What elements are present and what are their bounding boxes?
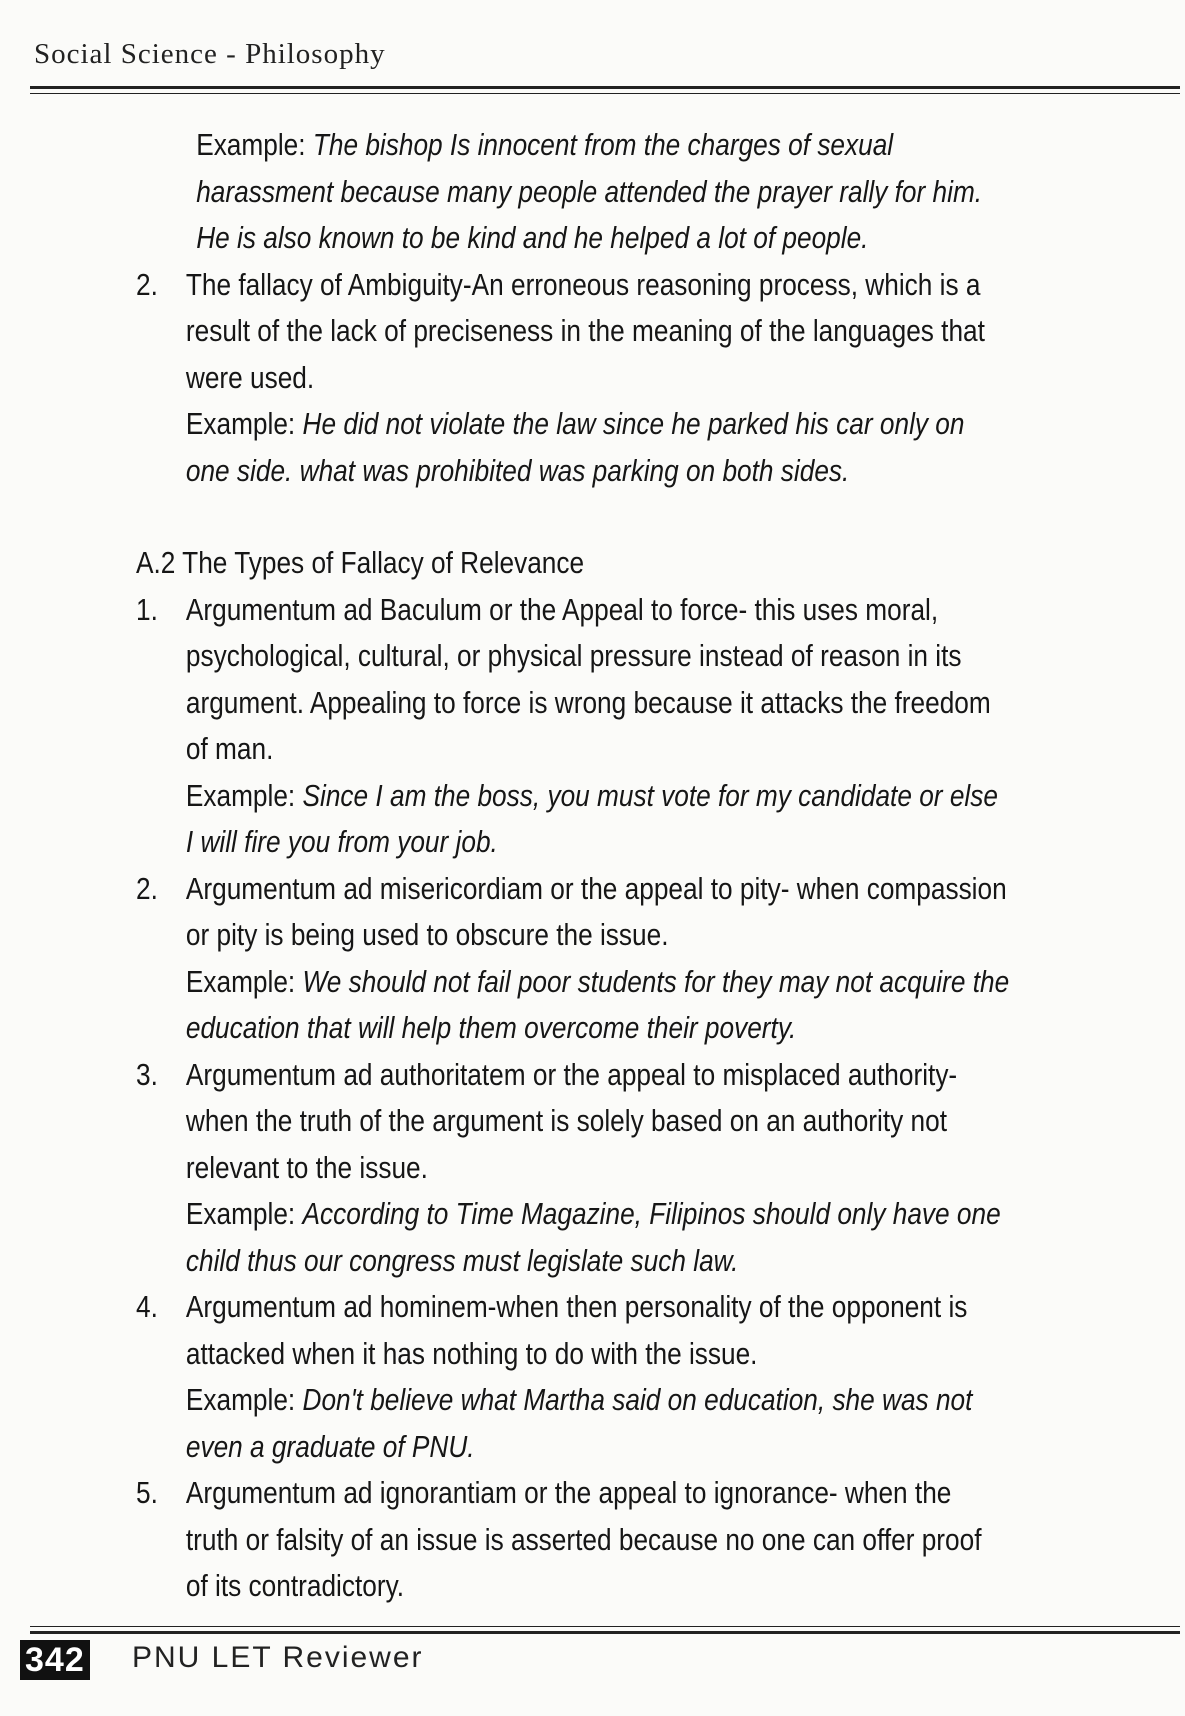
item-number: 3.: [136, 1057, 158, 1092]
item-text: Argumentum ad ignorantiam or the appeal to ignorance- when the truth or falsity of an issue is asserted because no one can offer proof of its contradictory.: [185, 1476, 982, 1603]
item-number: 5.: [136, 1476, 158, 1510]
intro-example: [136, 122, 1010, 262]
item-example: [186, 1377, 1010, 1470]
example-text: According to Time Magazine, Filipinos should only have one child thus our congress must legislate such law.: [185, 1197, 1001, 1278]
example-label: Example:: [185, 964, 296, 999]
example-label: Example:: [196, 128, 306, 162]
footer-rule-thin: [30, 1626, 1180, 1627]
page-content: [136, 122, 1010, 1610]
item-example: [186, 401, 1010, 494]
example-text: Don't believe what Martha said on education, she was not even a graduate of PNU.: [185, 1383, 973, 1464]
item-text: The fallacy of Ambiguity-An erroneous reasoning process, which is a result of the lack of preciseness in the meaning of the languages that were used.: [185, 267, 985, 395]
item-text: Argumentum ad hominem-when then personality of the opponent is attacked when it has nothing to do with the issue.: [185, 1290, 968, 1371]
example-label: Example:: [185, 1197, 296, 1231]
list-item: [136, 1284, 1010, 1470]
item-text: Argumentum ad Baculum or the Appeal to force- this uses moral, psychological, cultural, or physical pressure instead of reason in its argument. Appealing to force is wrong because it attacks the freedom of man.: [185, 592, 991, 766]
item-number: 1.: [136, 592, 158, 627]
list-item: [136, 1052, 1010, 1285]
example-text: He did not violate the law since he parked his car only on one side. what was prohibited was parking on both sides.: [185, 407, 965, 488]
example-text: We should not fail poor students for they may not acquire the education that will help them overcome their poverty.: [185, 964, 1010, 1045]
example-text: Since I am the boss, you must vote for my candidate or else I will fire you from your job.: [185, 778, 998, 859]
section-heading: A.2 The Types of Fallacy of Relevance: [136, 546, 585, 580]
item-number: 4.: [136, 1290, 158, 1324]
item-text: Argumentum ad misericordiam or the appeal to pity- when compassion or pity is being used to obscure the issue.: [185, 871, 1007, 952]
example-label: Example:: [185, 778, 296, 813]
item-example: [186, 1191, 1010, 1284]
page-number: 342: [20, 1640, 90, 1680]
example-text: The bishop Is innocent from the charges of sexual harassment because many people attended the prayer rally for him. He is also known to be kind and he helped a lot of people.: [196, 128, 983, 255]
list-item-ambiguity: [136, 262, 1010, 495]
item-example: [186, 959, 1010, 1052]
footer-rule-thick: [30, 1631, 1180, 1634]
example-label: Example:: [185, 407, 296, 441]
item-example: [186, 773, 1010, 866]
example-label: Example:: [185, 1383, 296, 1417]
list-item: [136, 1470, 1010, 1610]
footer-label: PNU LET Reviewer: [132, 1641, 424, 1674]
header-rule-thin: [30, 93, 1180, 94]
item-number: 2.: [136, 267, 158, 302]
header-rule-thick: [30, 86, 1180, 89]
list-item: [136, 587, 1010, 866]
item-number: 2.: [136, 871, 158, 906]
header-title: Social Science - Philosophy: [34, 38, 386, 70]
list-item: [136, 866, 1010, 1052]
item-text: Argumentum ad authoritatem or the appeal to misplaced authority- when the truth of the argument is solely based on an authority not relevant to the issue.: [185, 1057, 958, 1185]
